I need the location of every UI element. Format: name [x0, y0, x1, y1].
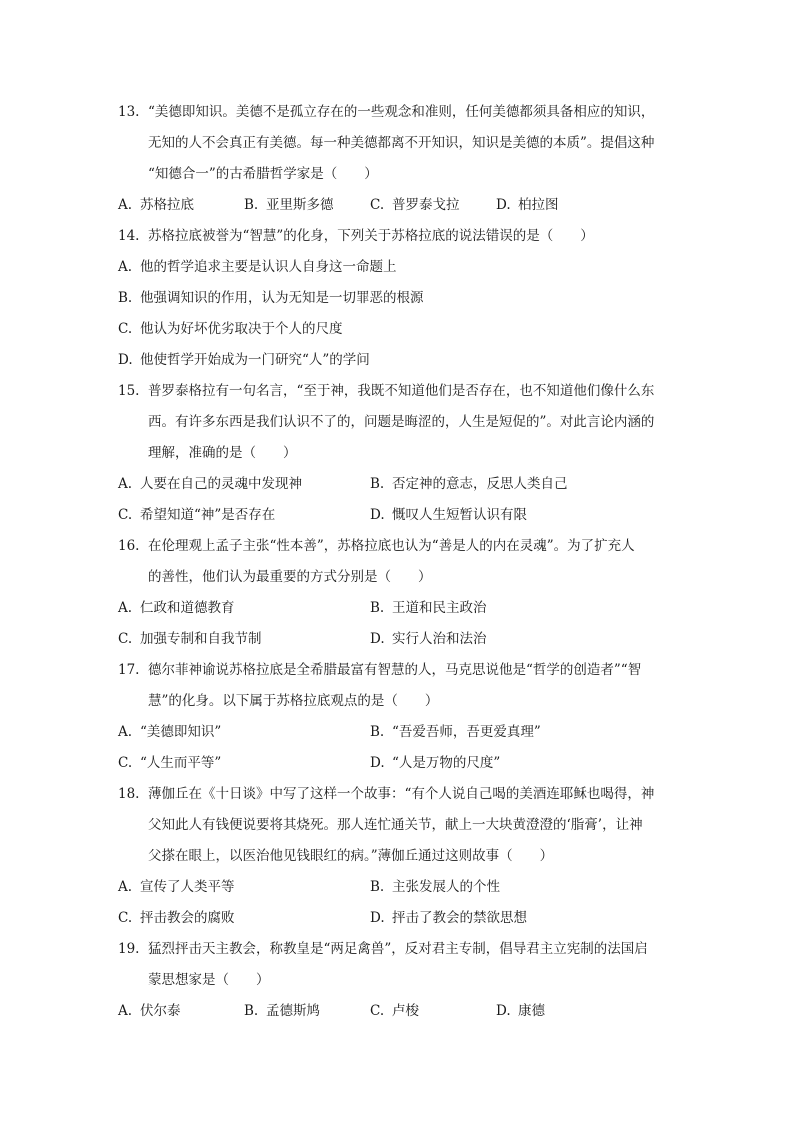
question-stem-line — [118, 407, 678, 438]
question-stem-text: 西。有许多东西是我们认识不了的，问题是晦涩的，人生是短促的”。对此言论内涵的 — [148, 414, 655, 430]
option-text: “美德即知识” — [140, 724, 222, 740]
question-stem-line — [118, 97, 678, 128]
question-13 — [118, 97, 678, 221]
question-19 — [118, 934, 678, 1027]
option-text: “吾爱吾师，吾更爱真理” — [392, 724, 541, 740]
option-b[interactable] — [370, 469, 568, 500]
question-number: 17. — [118, 662, 140, 678]
options-row — [118, 252, 678, 283]
option-letter: B. — [370, 724, 385, 740]
option-d[interactable] — [496, 190, 559, 221]
question-17 — [118, 655, 678, 779]
question-stem-line — [118, 438, 678, 469]
option-letter: A. — [118, 259, 133, 275]
question-stem-text: 薄伽丘在《十日谈》中写了这样一个故事：“有个人说自己喝的美酒连耶稣也喝得，神 — [148, 786, 655, 802]
option-text: 亚里斯多德 — [266, 197, 334, 213]
option-text: 柏拉图 — [518, 197, 559, 213]
option-d[interactable] — [370, 748, 500, 779]
options-row — [118, 500, 678, 531]
option-a[interactable] — [118, 469, 302, 500]
option-c[interactable] — [118, 903, 235, 934]
option-letter: B. — [118, 290, 133, 306]
option-text: 卢梭 — [392, 1003, 419, 1019]
option-b[interactable] — [370, 717, 541, 748]
options-row — [118, 903, 678, 934]
question-stem-text: 父知此人有钱便说要将其烧死。那人连忙通关节，献上一大块黄澄澄的‘脂膏’，让神 — [148, 817, 643, 833]
option-b[interactable] — [370, 872, 500, 903]
question-stem-line — [118, 562, 678, 593]
option-d[interactable] — [496, 996, 545, 1027]
option-a[interactable] — [118, 593, 235, 624]
option-c[interactable] — [118, 748, 221, 779]
options-row — [118, 345, 678, 376]
question-stem-line — [118, 159, 678, 190]
question-stem-text: 普罗泰格拉有一句名言，“至于神，我既不知道他们是否存在，也不知道他们像什么东 — [148, 383, 655, 399]
option-text: 仁政和道德教育 — [140, 600, 235, 616]
options-row — [118, 314, 678, 345]
option-b[interactable] — [118, 283, 424, 314]
option-letter: D. — [370, 631, 385, 647]
option-letter: C. — [118, 507, 133, 523]
option-text: 伏尔泰 — [140, 1003, 181, 1019]
option-text: 慨叹人生短暂认识有限 — [392, 507, 527, 523]
question-number: 15. — [118, 383, 140, 399]
option-text: 否定神的意志，反思人类自己 — [392, 476, 568, 492]
option-text: 康德 — [518, 1003, 545, 1019]
option-text: 普罗泰戈拉 — [392, 197, 460, 213]
options-row — [118, 872, 678, 903]
option-b[interactable] — [370, 593, 487, 624]
options-row — [118, 996, 678, 1027]
option-letter: C. — [118, 755, 133, 771]
option-d[interactable] — [370, 500, 527, 531]
question-stem-line — [118, 965, 678, 996]
option-letter: D. — [496, 1003, 511, 1019]
question-stem-line — [118, 655, 678, 686]
option-a[interactable] — [118, 190, 194, 221]
option-text: 他认为好坏优劣取决于个人的尺度 — [140, 321, 343, 337]
option-letter: A. — [118, 600, 133, 616]
option-text: “人生而平等” — [140, 755, 222, 771]
option-text: 人要在自己的灵魂中发现神 — [140, 476, 302, 492]
option-letter: B. — [370, 879, 385, 895]
option-b[interactable] — [244, 996, 320, 1027]
question-stem-text: 慧”的化身。以下属于苏格拉底观点的是（ ） — [148, 693, 439, 709]
question-stem-text: 父搽在眼上，以医治他见钱眼红的病。”薄伽丘通过这则故事（ ） — [148, 848, 554, 864]
option-text: 苏格拉底 — [140, 197, 194, 213]
question-stem-line — [118, 686, 678, 717]
option-d[interactable] — [118, 345, 370, 376]
option-text: 抨击教会的腐败 — [140, 910, 235, 926]
question-18 — [118, 779, 678, 934]
question-stem-text: 的善性，他们认为最重要的方式分别是（ ） — [148, 569, 432, 585]
question-number: 16. — [118, 538, 140, 554]
option-letter: B. — [244, 1003, 259, 1019]
option-text: 加强专制和自我节制 — [140, 631, 262, 647]
option-c[interactable] — [118, 314, 343, 345]
option-letter: D. — [496, 197, 511, 213]
question-stem-text: 在伦理观上孟子主张“性本善”，苏格拉底也认为“善是人的内在灵魂”。为了扩充人 — [148, 538, 635, 554]
question-stem-text: 无知的人不会真正有美德。每一种美德都离不开知识，知识是美德的本质”。提倡这种 — [148, 135, 655, 151]
option-d[interactable] — [370, 903, 527, 934]
option-c[interactable] — [370, 996, 419, 1027]
question-stem-text: 蒙思想家是（ ） — [148, 972, 270, 988]
option-d[interactable] — [370, 624, 487, 655]
question-number: 18. — [118, 786, 140, 802]
option-letter: D. — [370, 755, 385, 771]
option-a[interactable] — [118, 996, 181, 1027]
question-stem-text: 理解，准确的是（ ） — [148, 445, 297, 461]
options-row — [118, 717, 678, 748]
option-text: 王道和民主政治 — [392, 600, 487, 616]
question-stem-text: 苏格拉底被誉为“智慧”的化身，下列关于苏格拉底的说法错误的是（ ） — [148, 228, 594, 244]
options-row — [118, 748, 678, 779]
options-row — [118, 593, 678, 624]
option-letter: B. — [370, 476, 385, 492]
option-text: 他的哲学追求主要是认识人自身这一命题上 — [140, 259, 397, 275]
option-text: 他强调知识的作用，认为无知是一切罪恶的根源 — [140, 290, 424, 306]
option-b[interactable] — [244, 190, 334, 221]
question-stem-line — [118, 376, 678, 407]
option-letter: C. — [118, 321, 133, 337]
question-number: 19. — [118, 941, 140, 957]
option-letter: D. — [118, 352, 133, 368]
options-row — [118, 190, 678, 221]
question-14 — [118, 221, 678, 376]
question-stem-line — [118, 221, 678, 252]
option-letter: A. — [118, 476, 133, 492]
option-text: 孟德斯鸠 — [266, 1003, 320, 1019]
option-letter: B. — [244, 197, 259, 213]
question-stem-line — [118, 531, 678, 562]
option-letter: A. — [118, 724, 133, 740]
question-stem-text: 德尔菲神谕说苏格拉底是全希腊最富有智慧的人，马克思说他是“哲学的创造者”“智 — [148, 662, 642, 678]
option-letter: D. — [370, 507, 385, 523]
option-a[interactable] — [118, 872, 235, 903]
question-16 — [118, 531, 678, 655]
option-text: 宣传了人类平等 — [140, 879, 235, 895]
option-text: 他使哲学开始成为一门研究“人”的学问 — [140, 352, 370, 368]
option-c[interactable] — [370, 190, 460, 221]
option-letter: C. — [370, 1003, 385, 1019]
question-number: 14. — [118, 228, 140, 244]
option-text: 主张发展人的个性 — [392, 879, 500, 895]
option-letter: C. — [370, 197, 385, 213]
question-stem-text: “美德即知识。美德不是孤立存在的一些观念和准则，任何美德都须具备相应的知识， — [148, 104, 655, 120]
option-letter: A. — [118, 197, 133, 213]
question-number: 13. — [118, 104, 140, 120]
question-stem-text: 猛烈抨击天主教会，称教皇是“两足禽兽”，反对君主专制，倡导君主立宪制的法国启 — [148, 941, 648, 957]
options-row — [118, 624, 678, 655]
question-stem-line — [118, 841, 678, 872]
options-row — [118, 469, 678, 500]
option-c[interactable] — [118, 500, 275, 531]
option-a[interactable] — [118, 252, 397, 283]
option-c[interactable] — [118, 624, 262, 655]
question-stem-text: “知德合一”的古希腊哲学家是（ ） — [148, 166, 378, 182]
question-15 — [118, 376, 678, 531]
option-text: 实行人治和法治 — [392, 631, 487, 647]
option-letter: C. — [118, 631, 133, 647]
question-stem-line — [118, 810, 678, 841]
option-a[interactable] — [118, 717, 221, 748]
option-text: “人是万物的尺度” — [392, 755, 501, 771]
option-letter: D. — [370, 910, 385, 926]
question-stem-line — [118, 128, 678, 159]
option-letter: B. — [370, 600, 385, 616]
question-stem-line — [118, 779, 678, 810]
option-letter: A. — [118, 879, 133, 895]
option-letter: A. — [118, 1003, 133, 1019]
option-letter: C. — [118, 910, 133, 926]
option-text: 希望知道“神”是否存在 — [140, 507, 276, 523]
question-stem-line — [118, 934, 678, 965]
options-row — [118, 283, 678, 314]
option-text: 抨击了教会的禁欲思想 — [392, 910, 527, 926]
